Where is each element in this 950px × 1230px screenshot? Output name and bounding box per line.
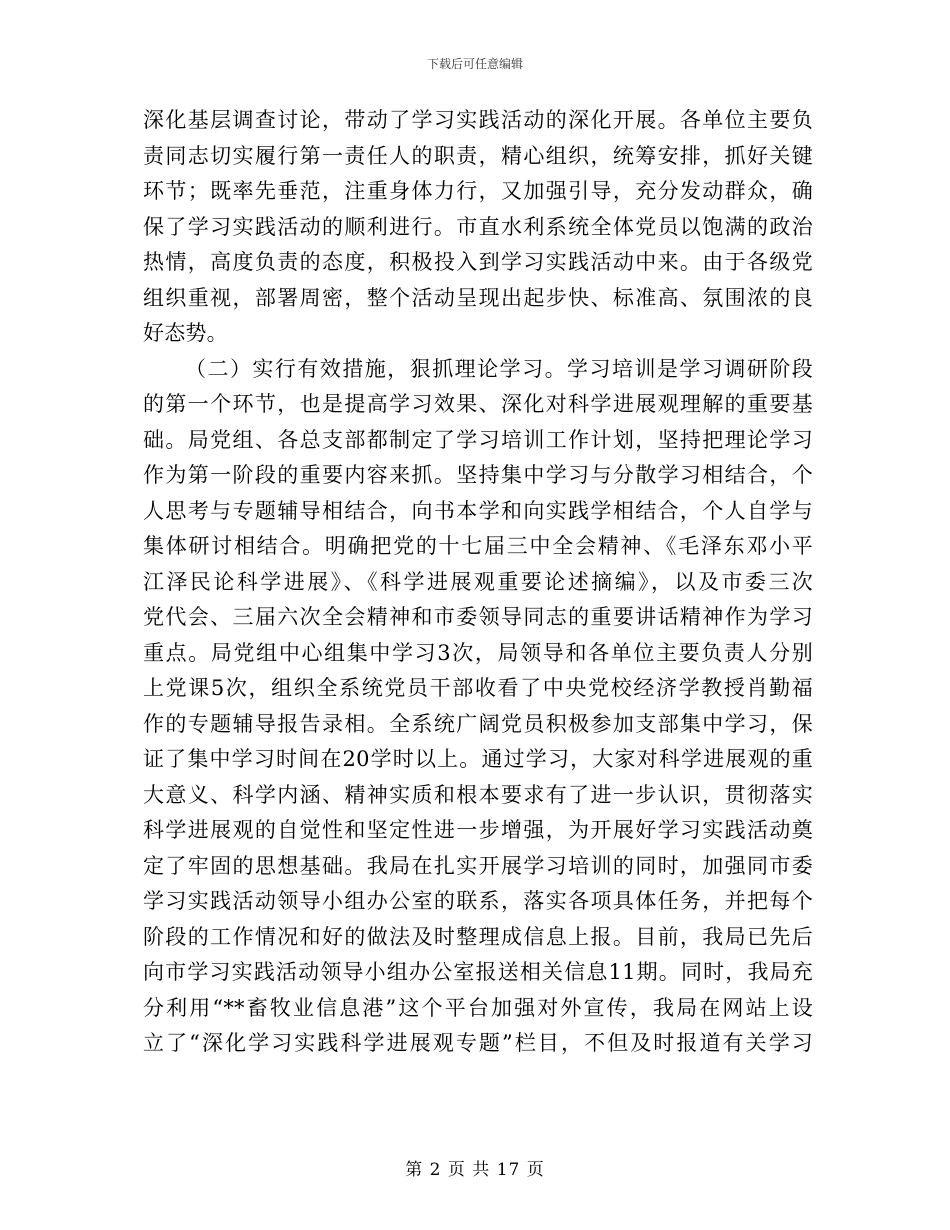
paragraph-end-line: 好态势。 [143,321,228,345]
body-line: 分利用“**畜牧业信息港”这个平台加强对外宣传，我局在网站上设 [143,995,813,1020]
body-line: 深化基层调查讨论，带动了学习实践活动的深化开展。各单位主要负 [143,108,813,132]
body-line: 保了学习实践活动的顺利进行。市直水利系统全体党员以饱满的政治 [143,214,813,239]
body-line: 环节；既率先垂范，注重身体力行，又加强引导，充分发动群众，确 [143,179,813,203]
body-line: 科学进展观的自觉性和坚定性进一步增强，为开展好学习实践活动奠 [143,818,813,842]
body-line: 重点。局党组中心组集中学习3次，局领导和各单位主要负责人分别 [143,640,813,665]
page-header-note: 下载后可任意编辑 [426,57,523,71]
body-line: 江泽民论科学进展》、《科学进展观重要论述摘编》，以及市委三次 [143,569,813,594]
body-line: 责同志切实履行第一责任人的职责，精心组织，统筹安排，抓好关键 [143,143,813,168]
body-line: 作为第一阶段的重要内容来抓。坚持集中学习与分散学习相结合，个 [143,463,813,487]
body-line: 学习实践活动领导小组办公室的联系，落实各项具体任务，并把每个 [143,889,813,913]
body-line: 组织重视，部署周密，整个活动呈现出起步快、标准高、氛围浓的良 [143,285,813,310]
body-line: 础。局党组、各总支部都制定了学习培训工作计划，坚持把理论学习 [143,427,813,452]
body-line: 人思考与专题辅导相结合，向书本学和向实践学相结合，个人自学与 [143,498,813,523]
paragraph-start-line: （二）实行有效措施，狠抓理论学习。学习培训是学习调研阶段 [185,356,813,381]
body-line: 作的专题辅导报告录相。全系统广阔党员积极参加支部集中学习，保 [143,711,813,736]
body-line: 定了牢固的思想基础。我局在扎实开展学习培训的同时，加强同市委 [143,853,813,878]
body-line: 证了集中学习时间在20学时以上。通过学习，大家对科学进展观的重 [143,747,813,771]
body-line: 集体研讨相结合。明确把党的十七届三中全会精神、《毛泽东邓小平 [143,534,813,558]
body-line: 阶段的工作情况和好的做法及时整理成信息上报。目前，我局已先后 [143,924,813,949]
page-number-footer: 第 2 页 共 17 页 [405,1160,545,1180]
body-line: 向市学习实践活动领导小组办公室报送相关信息11期。同时，我局充 [143,960,813,984]
body-line: 大意义、科学内涵、精神实质和根本要求有了进一步认识，贯彻落实 [143,782,813,807]
body-line: 热情，高度负责的态度，积极投入到学习实践活动中来。由于各级党 [143,250,813,274]
body-line: 上党课5次，组织全系统党员干部收看了中央党校经济学教授肖勤福 [143,676,813,700]
document-body [143,103,813,1062]
body-line: 的第一个环节，也是提高学习效果、深化对科学进展观理解的重要基 [143,392,813,416]
body-line: 党代会、三届六次全会精神和市委领导同志的重要讲话精神作为学习 [143,605,813,629]
body-line: 立了“深化学习实践科学进展观专题”栏目，不但及时报道有关学习 [143,1031,813,1055]
